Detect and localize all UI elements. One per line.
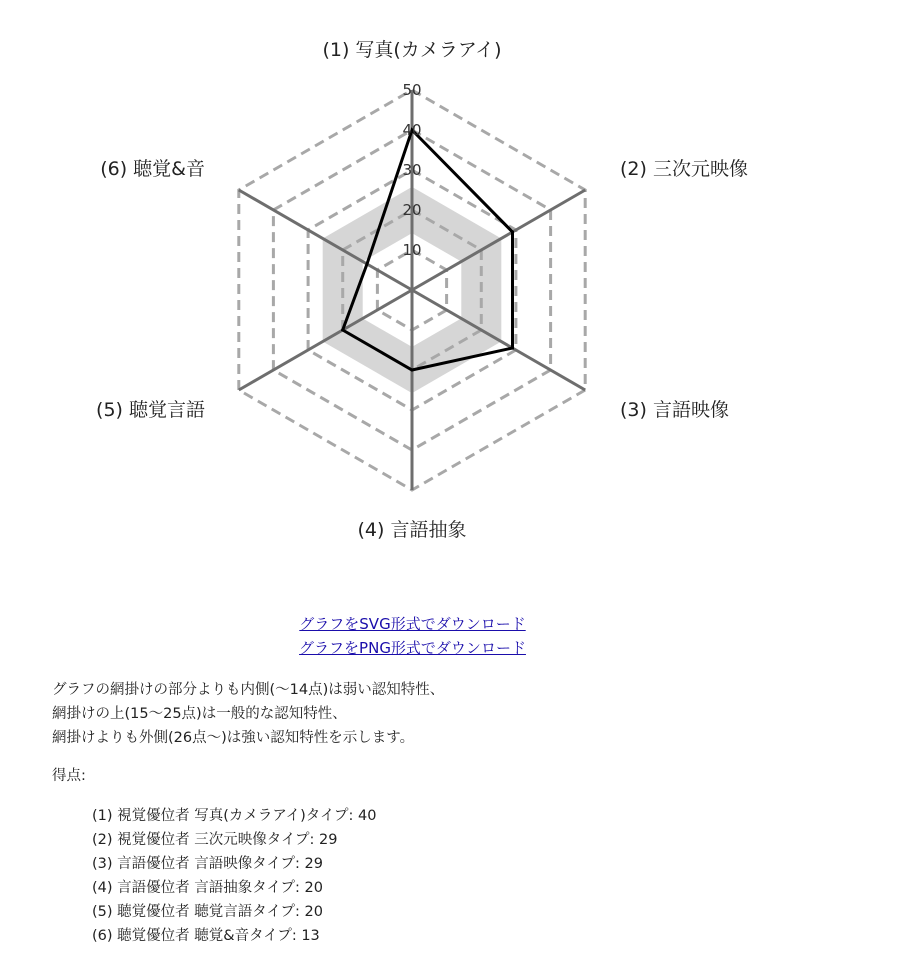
tick-label-30: 30 <box>402 161 422 179</box>
axis-labels <box>96 39 748 541</box>
axis-label-3: (3) 言語映像 <box>620 399 729 421</box>
axis-lines <box>239 90 585 490</box>
description-line: 網掛けよりも外側(26点～)は強い認知特性を示します。 <box>52 730 415 746</box>
score-item: (1) 視覚優位者 写真(カメラアイ)タイプ: 40 <box>92 808 377 824</box>
score-item: (3) 言語優位者 言語映像タイプ: 29 <box>92 856 323 872</box>
score-item: (2) 視覚優位者 三次元映像タイプ: 29 <box>92 832 338 848</box>
axis-label-2: (2) 三次元映像 <box>620 158 748 180</box>
score-item: (4) 言語優位者 言語抽象タイプ: 20 <box>92 880 323 896</box>
series-point-2 <box>511 231 514 234</box>
series-point-5 <box>341 329 344 332</box>
axis-label-5: (5) 聴覚言語 <box>96 399 205 421</box>
axis-label-1: (1) 写真(カメラアイ) <box>322 39 502 61</box>
axis-label-4: (4) 言語抽象 <box>357 519 467 541</box>
description-line: グラフの網掛けの部分よりも内側(～14点)は弱い認知特性、 <box>52 682 445 698</box>
download-svg-link[interactable]: グラフをSVG形式でダウンロード <box>299 615 526 633</box>
scores-list <box>92 804 377 948</box>
description <box>52 678 444 750</box>
series-point-4 <box>411 369 414 372</box>
score-item: (6) 聴覚優位者 聴覚&音タイプ: 13 <box>92 928 320 944</box>
score-item: (5) 聴覚優位者 聴覚言語タイプ: 20 <box>92 904 323 920</box>
tick-label-40: 40 <box>402 121 422 139</box>
series-point-3 <box>511 347 514 350</box>
description-line: 網掛けの上(15～25点)は一般的な認知特性、 <box>52 706 347 722</box>
axis-label-6: (6) 聴覚&音 <box>100 158 205 180</box>
scores-title: 得点: <box>52 768 86 784</box>
tick-label-50: 50 <box>402 81 422 99</box>
series-point-6 <box>366 263 369 266</box>
download-links <box>0 612 825 660</box>
download-png-link[interactable]: グラフをPNG形式でダウンロード <box>299 639 526 657</box>
tick-label-20: 20 <box>402 201 422 219</box>
tick-label-10: 10 <box>402 241 422 259</box>
